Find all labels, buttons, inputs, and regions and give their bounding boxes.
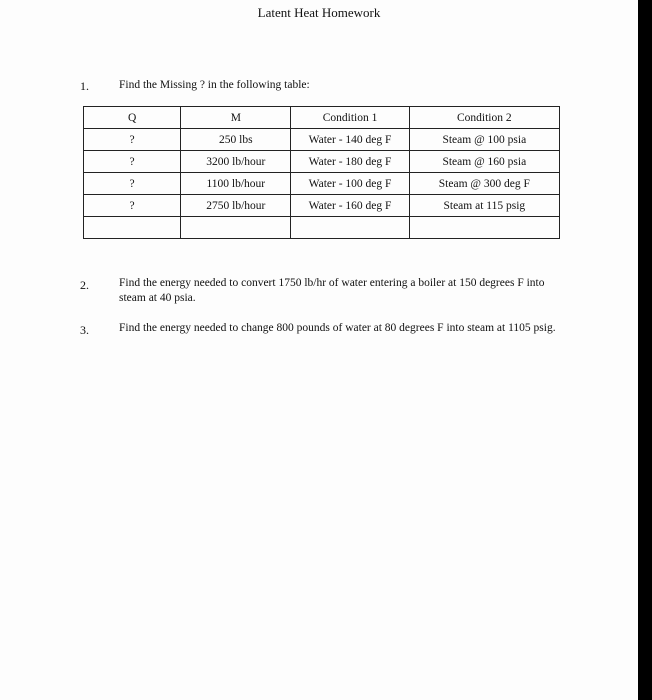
header-cell-q: Q bbox=[84, 107, 181, 129]
table-cell: Steam @ 160 psia bbox=[409, 151, 559, 173]
table-cell: Water - 160 deg F bbox=[291, 195, 409, 217]
question-3-number: 3. bbox=[80, 323, 89, 337]
table-cell: Steam @ 300 deg F bbox=[409, 173, 559, 195]
missing-values-table bbox=[83, 106, 560, 239]
table-cell: 3200 lb/hour bbox=[181, 151, 291, 173]
table-cell bbox=[84, 217, 181, 239]
table-row bbox=[84, 173, 560, 195]
table-cell: ? bbox=[84, 195, 181, 217]
question-2-text: Find the energy needed to convert 1750 lb/hr of water entering a boiler at 150 degrees F into steam at 40 psia. bbox=[119, 277, 545, 304]
header-cell-m: M bbox=[181, 107, 291, 129]
table-cell: ? bbox=[84, 151, 181, 173]
window-edge bbox=[638, 0, 652, 700]
table-cell: ? bbox=[84, 129, 181, 151]
question-3-text: Find the energy needed to change 800 pounds of water at 80 degrees F into steam at 1105 psig. bbox=[119, 322, 556, 334]
table-row bbox=[84, 151, 560, 173]
question-1-text: Find the Missing ? in the following table: bbox=[119, 79, 310, 91]
table-cell: Steam at 115 psig bbox=[409, 195, 559, 217]
table-cell: 250 lbs bbox=[181, 129, 291, 151]
table-cell: Steam @ 100 psia bbox=[409, 129, 559, 151]
question-1-number: 1. bbox=[80, 79, 89, 93]
table-row bbox=[84, 129, 560, 151]
document-title: Latent Heat Homework bbox=[257, 5, 381, 20]
table-cell bbox=[291, 217, 409, 239]
table-cell: 2750 lb/hour bbox=[181, 195, 291, 217]
table-cell: Water - 140 deg F bbox=[291, 129, 409, 151]
table-cell bbox=[409, 217, 559, 239]
table-cell: Water - 100 deg F bbox=[291, 173, 409, 195]
table-cell: ? bbox=[84, 173, 181, 195]
table-row bbox=[84, 195, 560, 217]
table-cell: 1100 lb/hour bbox=[181, 173, 291, 195]
question-2-number: 2. bbox=[80, 278, 89, 292]
table-cell bbox=[181, 217, 291, 239]
table-row-empty bbox=[84, 217, 560, 239]
header-cell-condition-1: Condition 1 bbox=[291, 107, 409, 129]
table-header-row bbox=[84, 107, 560, 129]
header-cell-condition-2: Condition 2 bbox=[409, 107, 559, 129]
table-cell: Water - 180 deg F bbox=[291, 151, 409, 173]
